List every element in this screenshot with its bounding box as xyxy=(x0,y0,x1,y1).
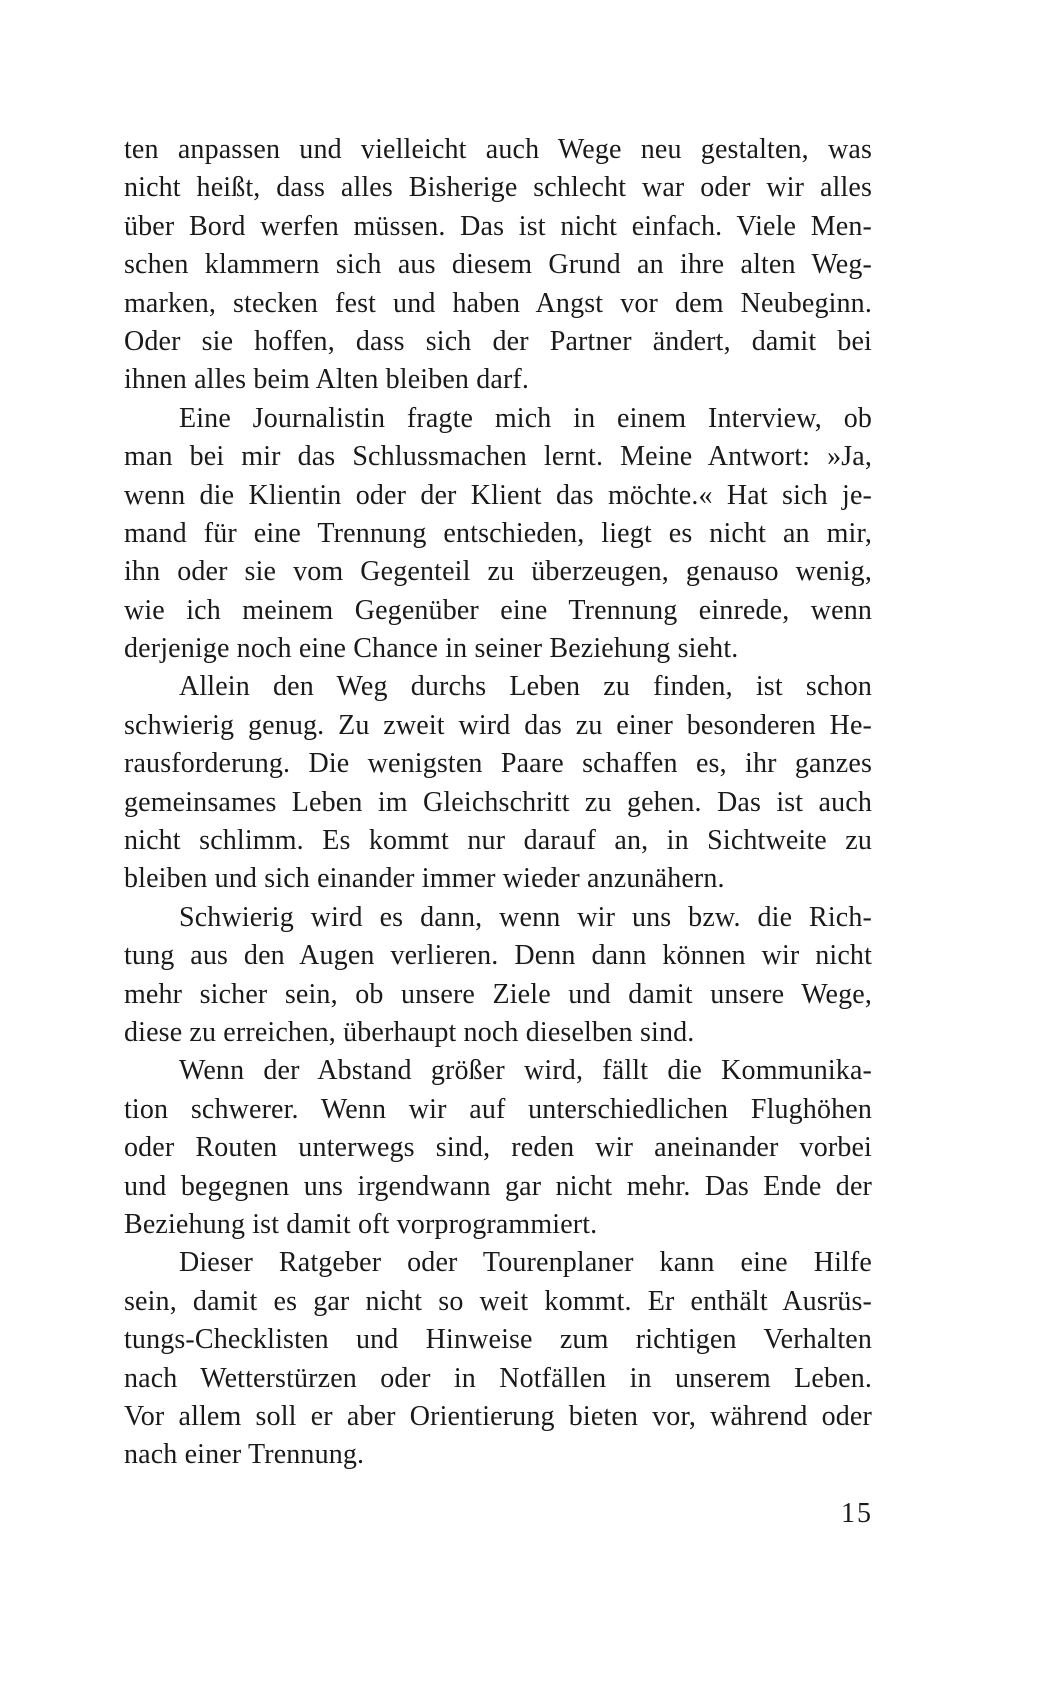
text-line: Schwierig wird es dann, wenn wir uns bzw. die Rich- xyxy=(179,901,872,933)
text-line: nicht schlimm. Es kommt nur darauf an, in Sichtweite zu xyxy=(124,825,872,857)
text-line: rausforderung. Die wenigsten Paare schaffen es, ihr ganzes xyxy=(124,748,872,780)
body-text xyxy=(124,131,872,1475)
text-line: Vor allem soll er aber Orientierung bieten vor, während oder xyxy=(124,1400,872,1432)
paragraph xyxy=(124,1244,872,1474)
paragraph xyxy=(124,1052,872,1244)
text-line: schwierig genug. Zu zweit wird das zu einer besonderen He- xyxy=(124,709,872,741)
text-line: schen klammern sich aus diesem Grund an ihre alten Weg- xyxy=(124,249,872,281)
text-line: Eine Journalistin fragte mich in einem Interview, ob xyxy=(179,402,872,434)
text-line: Allein den Weg durchs Leben zu finden, ist schon xyxy=(179,671,872,703)
text-line: man bei mir das Schlussmachen lernt. Meine Antwort: »Ja, xyxy=(124,441,872,473)
text-line: nach Wetterstürzen oder in Notfällen in unserem Leben. xyxy=(124,1362,872,1394)
text-line: Wenn der Abstand größer wird, fällt die Kommunika- xyxy=(179,1055,872,1087)
text-line: wenn die Klientin oder der Klient das möchte.« Hat sich je- xyxy=(124,479,872,511)
paragraph xyxy=(124,131,872,400)
paragraph xyxy=(124,899,872,1053)
text-line: Oder sie hoffen, dass sich der Partner ändert, damit bei xyxy=(124,325,872,357)
text-line: gemeinsames Leben im Gleichschritt zu gehen. Das ist auch xyxy=(124,786,872,818)
text-line: über Bord werfen müssen. Das ist nicht einfach. Viele Men- xyxy=(124,210,872,242)
text-line: ten anpassen und vielleicht auch Wege neu gestalten, was xyxy=(124,134,872,165)
paragraph xyxy=(124,668,872,898)
page-number: 15 xyxy=(841,1498,873,1529)
text-line: sein, damit es gar nicht so weit kommt. Er enthält Ausrüs- xyxy=(124,1285,872,1317)
text-line: nicht heißt, dass alles Bisherige schlecht war oder wir alles xyxy=(124,172,872,204)
text-line: nach einer Trennung. xyxy=(124,1439,365,1471)
text-line: mand für eine Trennung entschieden, liegt es nicht an mir, xyxy=(124,517,872,549)
text-line: diese zu erreichen, überhaupt noch dieselben sind. xyxy=(124,1016,695,1048)
text-line: bleiben und sich einander immer wieder anzunähern. xyxy=(124,863,725,895)
text-line: und begegnen uns irgendwann gar nicht mehr. Das Ende der xyxy=(124,1170,872,1202)
text-line: tung aus den Augen verlieren. Denn dann können wir nicht xyxy=(124,940,872,972)
text-line: derjenige noch eine Chance in seiner Beziehung sieht. xyxy=(124,633,739,665)
text-line: Beziehung ist damit oft vorprogrammiert. xyxy=(124,1208,598,1240)
text-line: tungs-Checklisten und Hinweise zum richtigen Verhalten xyxy=(124,1324,872,1356)
paragraph xyxy=(124,400,872,669)
text-line: ihnen alles beim Alten bleiben darf. xyxy=(124,364,530,396)
text-line: marken, stecken fest und haben Angst vor dem Neubeginn. xyxy=(124,287,872,319)
text-line: ihn oder sie vom Gegenteil zu überzeugen, genauso wenig, xyxy=(124,556,872,588)
text-line: wie ich meinem Gegenüber eine Trennung einrede, wenn xyxy=(124,594,872,626)
text-line: oder Routen unterwegs sind, reden wir aneinander vorbei xyxy=(124,1132,872,1164)
text-line: tion schwerer. Wenn wir auf unterschiedlichen Flughöhen xyxy=(124,1093,872,1125)
text-line: Dieser Ratgeber oder Tourenplaner kann eine Hilfe xyxy=(179,1247,872,1279)
text-line: mehr sicher sein, ob unsere Ziele und damit unsere Wege, xyxy=(124,978,872,1010)
